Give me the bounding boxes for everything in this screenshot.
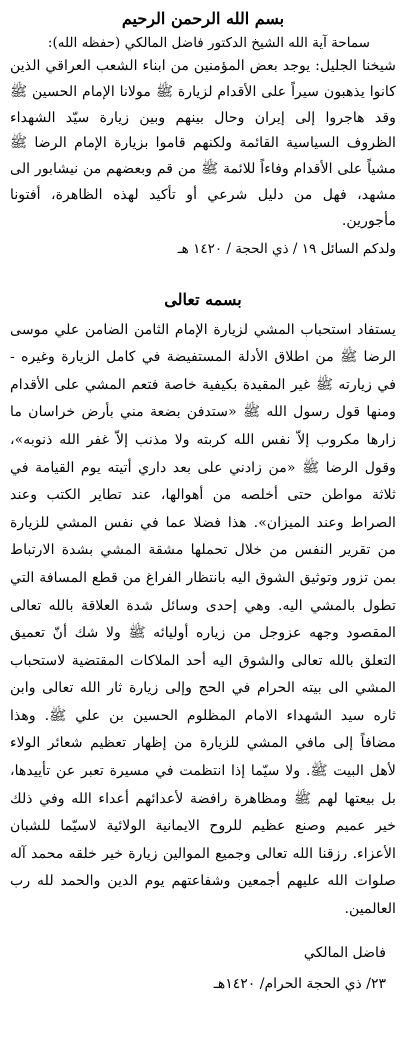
signature-date: ٢٣/ ذي الحجة الحرام/ ١٤٢٠هـ [213, 975, 386, 992]
question-block [10, 54, 396, 235]
answer-heading: بسمه تعالى [164, 289, 242, 309]
signature-block [10, 938, 396, 1000]
answer-block [10, 317, 396, 924]
question-signoff: ولدكم السائل ١٩ / ذي الحجة / ١٤٢٠ هـ [177, 240, 396, 257]
signature-name: فاضل المالكي [303, 944, 386, 961]
question-text: شيخنا الجليل: يوجد بعض المؤمنين من ابناء الشعب العراقي الذين كانوا يذهبون سيراً على الأقدام لزيارة ﷺ مولانا الإمام الحسين ﷺ وقد هاجروا إلى إيران وحال بينهم وبين زيارة سيّد الشهداء الظروف السياسية القائمة ولكنهم قاموا بزيارة الإمام الرضا ﷺ مشياً على الأقدام وفاءاً للائمة ﷺ من قم وبعضهم من نيشابور الى مشهد، فهل من دليل شرعي أو تأكيد لهذه الظاهرة، أفتونا مأجورين. [10, 58, 396, 229]
answer-text: يستفاد استحباب المشي لزيارة الإمام الثامن الضامن علي موسى الرضا ﷺ من اطلاق الأدلة المستفيضة في كامل الزيارة وغيره - في زيارته ﷺ غير المقيدة بكيفية خاصة فتعم المشي على الأقدام ومنها قول رسول الله ﷺ «ستدفن بضعة مني بأرض خراسان ما زارها مكروب إلاّ نفس الله كربته ولا مذنب إلاّ غفر الله ذنوبه»، وقول الرضا ﷺ «من زادني على بعد داري أتيته يوم القيامة في ثلاثة مواطن حتى أخلصه من أهوالها، عند تطاير الكتب وعند الصراط وعند الميزان». هذا فضلا عما في نفس المشي للزيارة من تقرير النفس من خلال تحملها مشقة المشي بشدة الارتباط بمن تزور وتوثيق الشوق اليه بانتظار الفراغ من قطع المسافة التي تطول بالمشي اليه. وهي إحدى وسائل شدة العلاقة بالله تعالى المقصود وجهه عزوجل من زياره أوليائه ﷺ ولا شك أنّ تعميق التعلق بالله تعالى والشوق اليه أحد الملاكات المقتضية لاستحباب المشي الى بيته الحرام في الحج وإلى زيارة ثار الله تعالى وابن ثاره سيد الشهداء الامام المظلوم الحسين بن علي ﷺ. وهذا مضافاً إلى مافي المشي للزيارة من إظهار تعظيم شعائر الولاء لأهل البيت ﷺ. ولا سيّما إذا انتظمت في مسيرة تعبر عن تأييدها، بل بيعتها لهم ﷺ ومظاهرة رافضة لأعدائهم أعداء الله وفي ذلك خير عميم وصنع عظيم للروح الايمانية الولائية لاسيّما للشبان الأعزاء. رزقنا الله تعالى وجميع الموالين زيارة خير خلقه محمد آله صلوات الله عليهم أجمعين وشفاعتهم يوم الدين والحمد لله رب العالمين. [10, 321, 396, 918]
basmala-heading: بسم الله الرحمن الرحيم [121, 9, 285, 28]
addressee-line: سماحة آية الله الشيخ الدكتور فاضل المالكي (حفظه الله): [47, 35, 370, 51]
